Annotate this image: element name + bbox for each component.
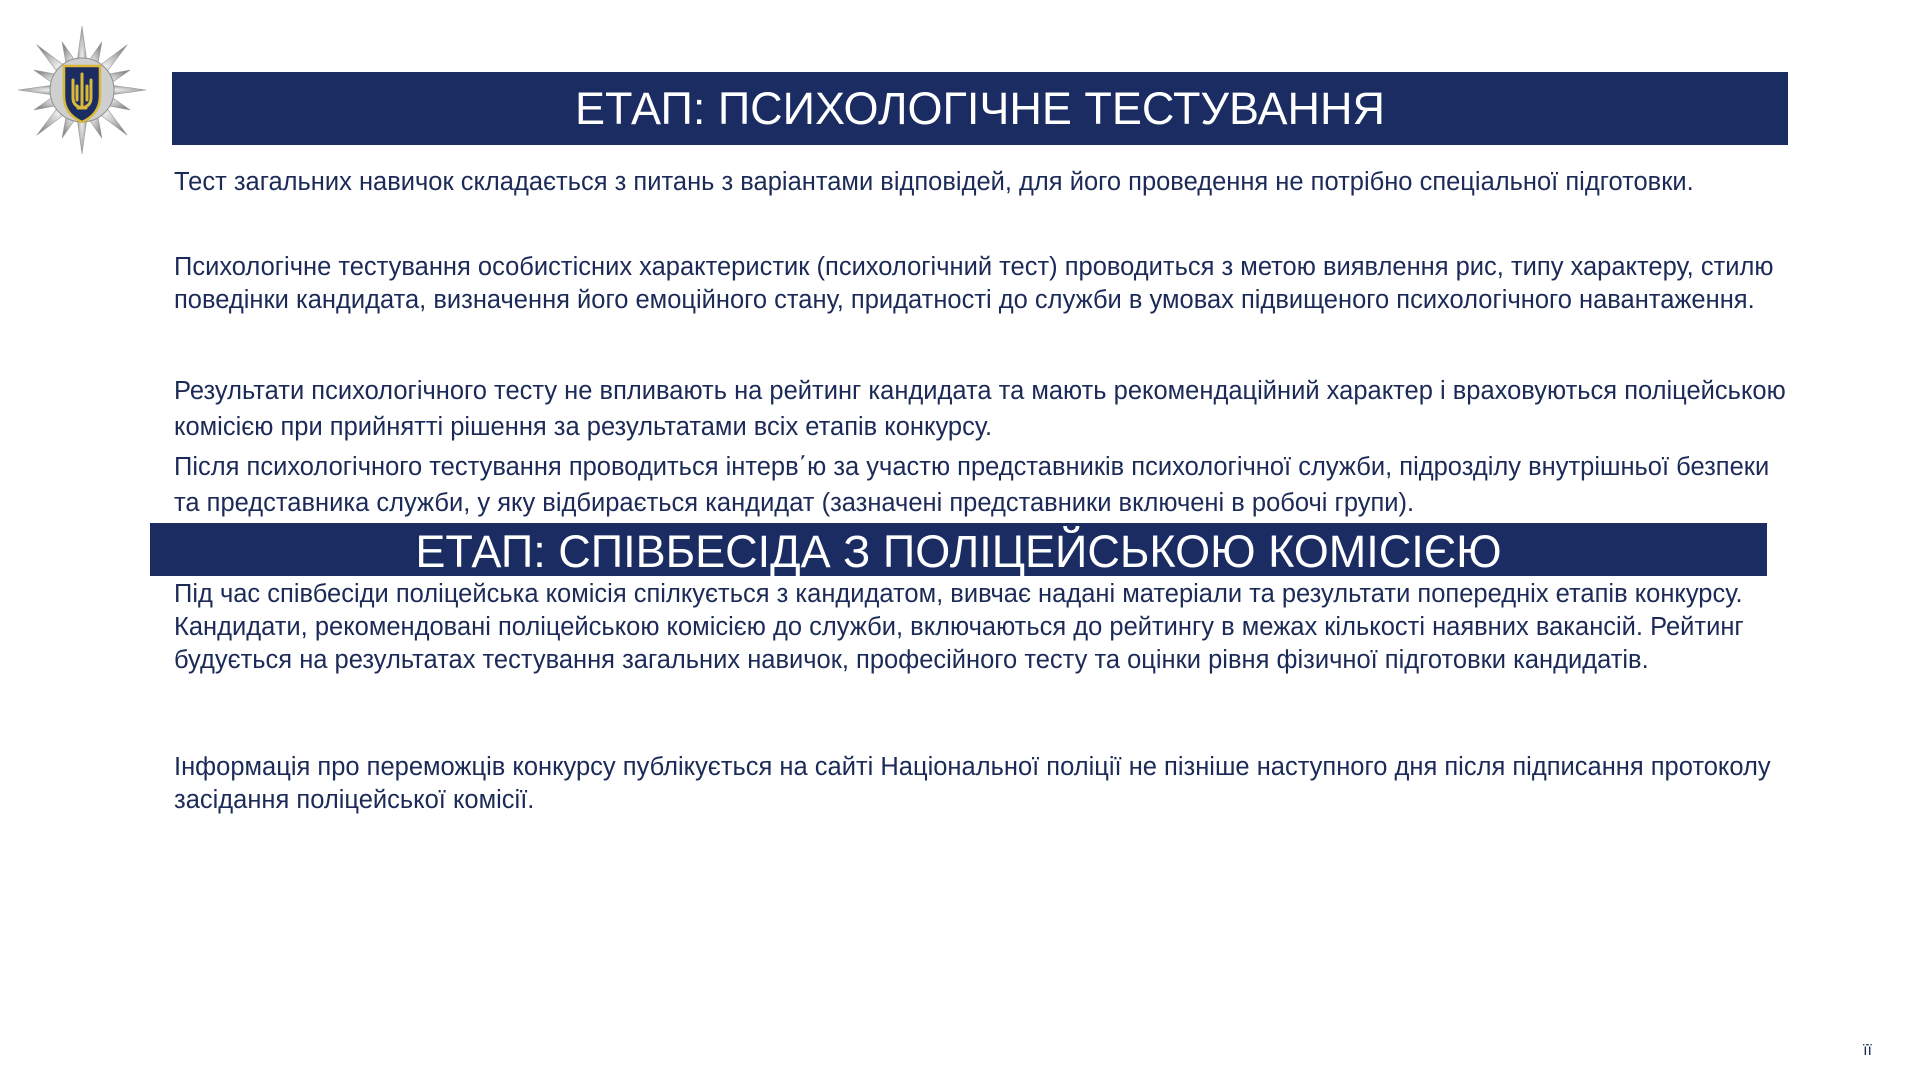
paragraph-psychological-test-purpose: Психологічне тестування особистісних характеристик (психологічний тест) проводиться з метою виявлення рис, типу характеру, стилю поведінки кандидата, визначення його емоційного стану, придатності до служби в умовах підвищеного психологічного навантаження. xyxy=(174,253,1774,314)
paragraph-general-skills-test: Тест загальних навичок складається з питань з варіантами відповідей, для його проведення не потрібно спеціальної підготовки. xyxy=(174,168,1694,196)
page-number: її xyxy=(1863,1042,1872,1059)
paragraph-interview-after-test: Після психологічного тестування проводиться інтерв΄ю за участю представників психологічної служби, підрозділу внутрішньої безпеки та представника служби, у яку відбирається кандидат (зазначені представники включені в робочі групи). xyxy=(174,453,1770,517)
police-star-emblem-icon xyxy=(16,24,148,156)
paragraph-winners-publication: Інформація про переможців конкурсу публікується на сайті Національної поліції не пізніше наступного дня після підписання протоколу засідання поліцейської комісії. xyxy=(174,753,1771,814)
stage-title-psychological-testing: ЕТАП: ПСИХОЛОГІЧНЕ ТЕСТУВАННЯ xyxy=(172,72,1788,145)
paragraph-interview-and-rating: Під час співбесіди поліцейська комісія спілкується з кандидатом, вивчає надані матеріали та результати попередніх етапів конкурсу. Кандидати, рекомендовані поліцейською комісією до служби, включаються до рейтингу в межах кількості наявних вакансій. Рейтинг будується на результатах тестування загальних навичок, професійного тесту та оцінки рівня фізичної підготовки кандидатів. xyxy=(174,580,1744,674)
stage-title-police-commission-interview: ЕТАП: СПІВБЕСІДА З ПОЛІЦЕЙСЬКОЮ КОМІСІЄЮ xyxy=(150,523,1767,576)
paragraph-test-results-effect: Результати психологічного тесту не впливають на рейтинг кандидата та мають рекомендаційний характер і враховуються поліцейською комісією при прийнятті рішення за результатами всіх етапів конкурсу. xyxy=(174,377,1786,441)
